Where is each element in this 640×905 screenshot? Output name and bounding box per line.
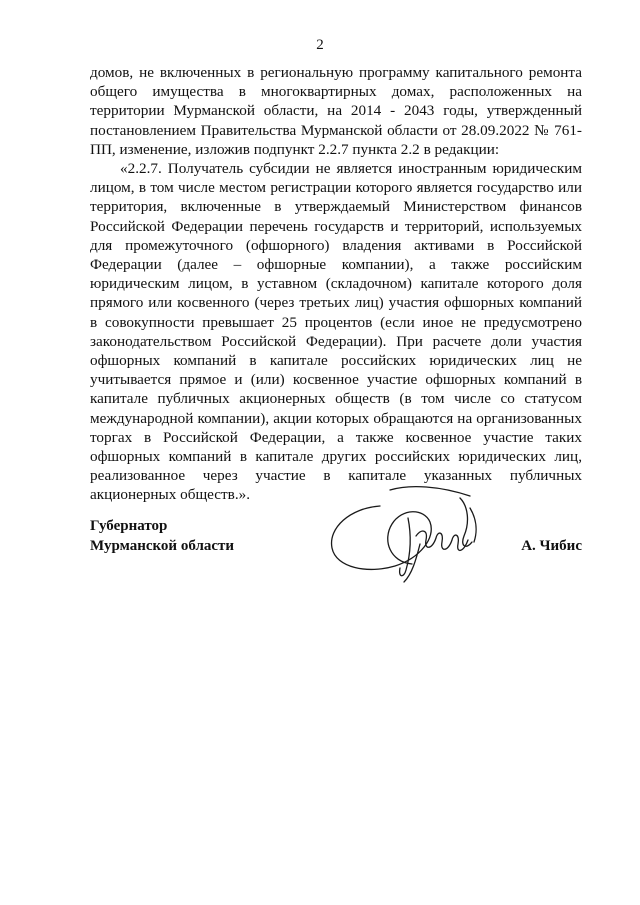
handwritten-signature	[320, 478, 500, 588]
signatory-position	[90, 516, 234, 556]
signatory-position-title: Губернатор	[90, 518, 168, 534]
document-body	[90, 63, 582, 505]
page-number: 2	[316, 37, 324, 53]
paragraph-subclause-2-2-7: «2.2.7. Получатель субсидии не является иностранным юридическим лицом, в том числе местом регистрации которого является государство или территория, включенные в утверждаемый Министерством финансов Российской Федерации перечень государств и территорий, используемых для промежуточного (офшорного) владения активами в Российской Федерации (далее – офшорные компании), а также российским юридическим лицом, в уставном (складочном) капитале которого доля прямого или косвенного (через третьих лиц) участия офшорных компаний в совокупности превышает 25 процентов (если иное не предусмотрено законодательством Российской Федерации). При расчете доли участия офшорных компаний в капитале российских юридических лиц не учитывается прямое и (или) косвенное участие офшорных компаний в капитале публичных акционерных обществ (в том числе со статусом международной компании), акции которых обращаются на организованных торгах в Российской Федерации, а также косвенное участие таких офшорных компаний в капитале других российских юридических лиц, реализованное через участие в капитале указанных публичных акционерных обществ.».	[90, 160, 582, 504]
signatory-position-region: Мурманской области	[90, 538, 235, 554]
signature-block	[90, 516, 582, 596]
paragraph-continuation: домов, не включенных в региональную программу капитального ремонта общего имущества в многоквартирных домах, расположенных на территории Мурманской области, на 2014 - 2043 годы, утвержденный постановлением Правительства Мурманской области от 28.09.2022 № 761-ПП, изменение, изложив подпункт 2.2.7 пункта 2.2 в редакции:	[90, 64, 582, 158]
signatory-name: А. Чибис	[521, 538, 582, 554]
